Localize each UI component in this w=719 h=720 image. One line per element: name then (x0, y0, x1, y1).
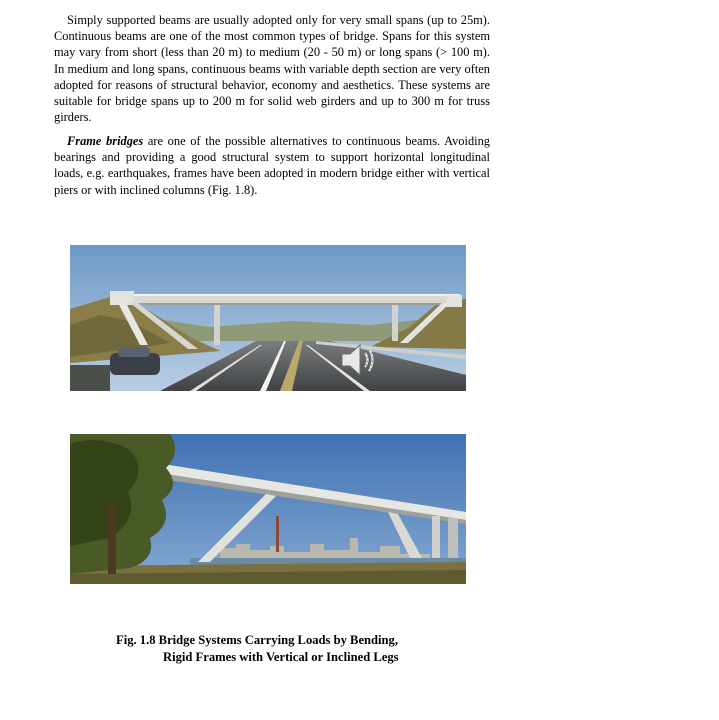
speaker-icon[interactable] (338, 340, 380, 380)
term-frame-bridges: Frame bridges (67, 134, 144, 148)
paragraph-frame-bridges-body: are one of the possible alternatives to continuous beams. Avoiding bearings and providing a good structural system to support horizontal longitudinal loads, e.g. earthquakes, frames have been adopted in modern bridge either with vertical piers or with inclined columns (Fig. 1.8). (54, 134, 490, 197)
figure-caption-line2: Rigid Frames with Vertical or Inclined Legs (163, 650, 399, 664)
paragraph-intro: Simply supported beams are usually adopted only for very small spans (up to 25m). Continuous beams are one of the most common types of bridge. Spans for this system may vary from short (less than 20 m) to medium (20 - 50 m) or long spans (> 100 m). In medium and long spans, continuous beams with variable depth section are very often adopted for reasons of structural behavior, economy and aesthetics. These systems are suitable for bridge spans up to 200 m for solid web girders and up to 300 m for truss girders. (54, 13, 490, 125)
paragraph-frame-bridges (54, 133, 490, 198)
figure-caption-line1: Fig. 1.8 Bridge Systems Carrying Loads by Bending, (116, 633, 398, 647)
photo-overpass-frame-bridge (70, 245, 466, 391)
photo-inclined-leg-frame-bridge (70, 434, 466, 584)
